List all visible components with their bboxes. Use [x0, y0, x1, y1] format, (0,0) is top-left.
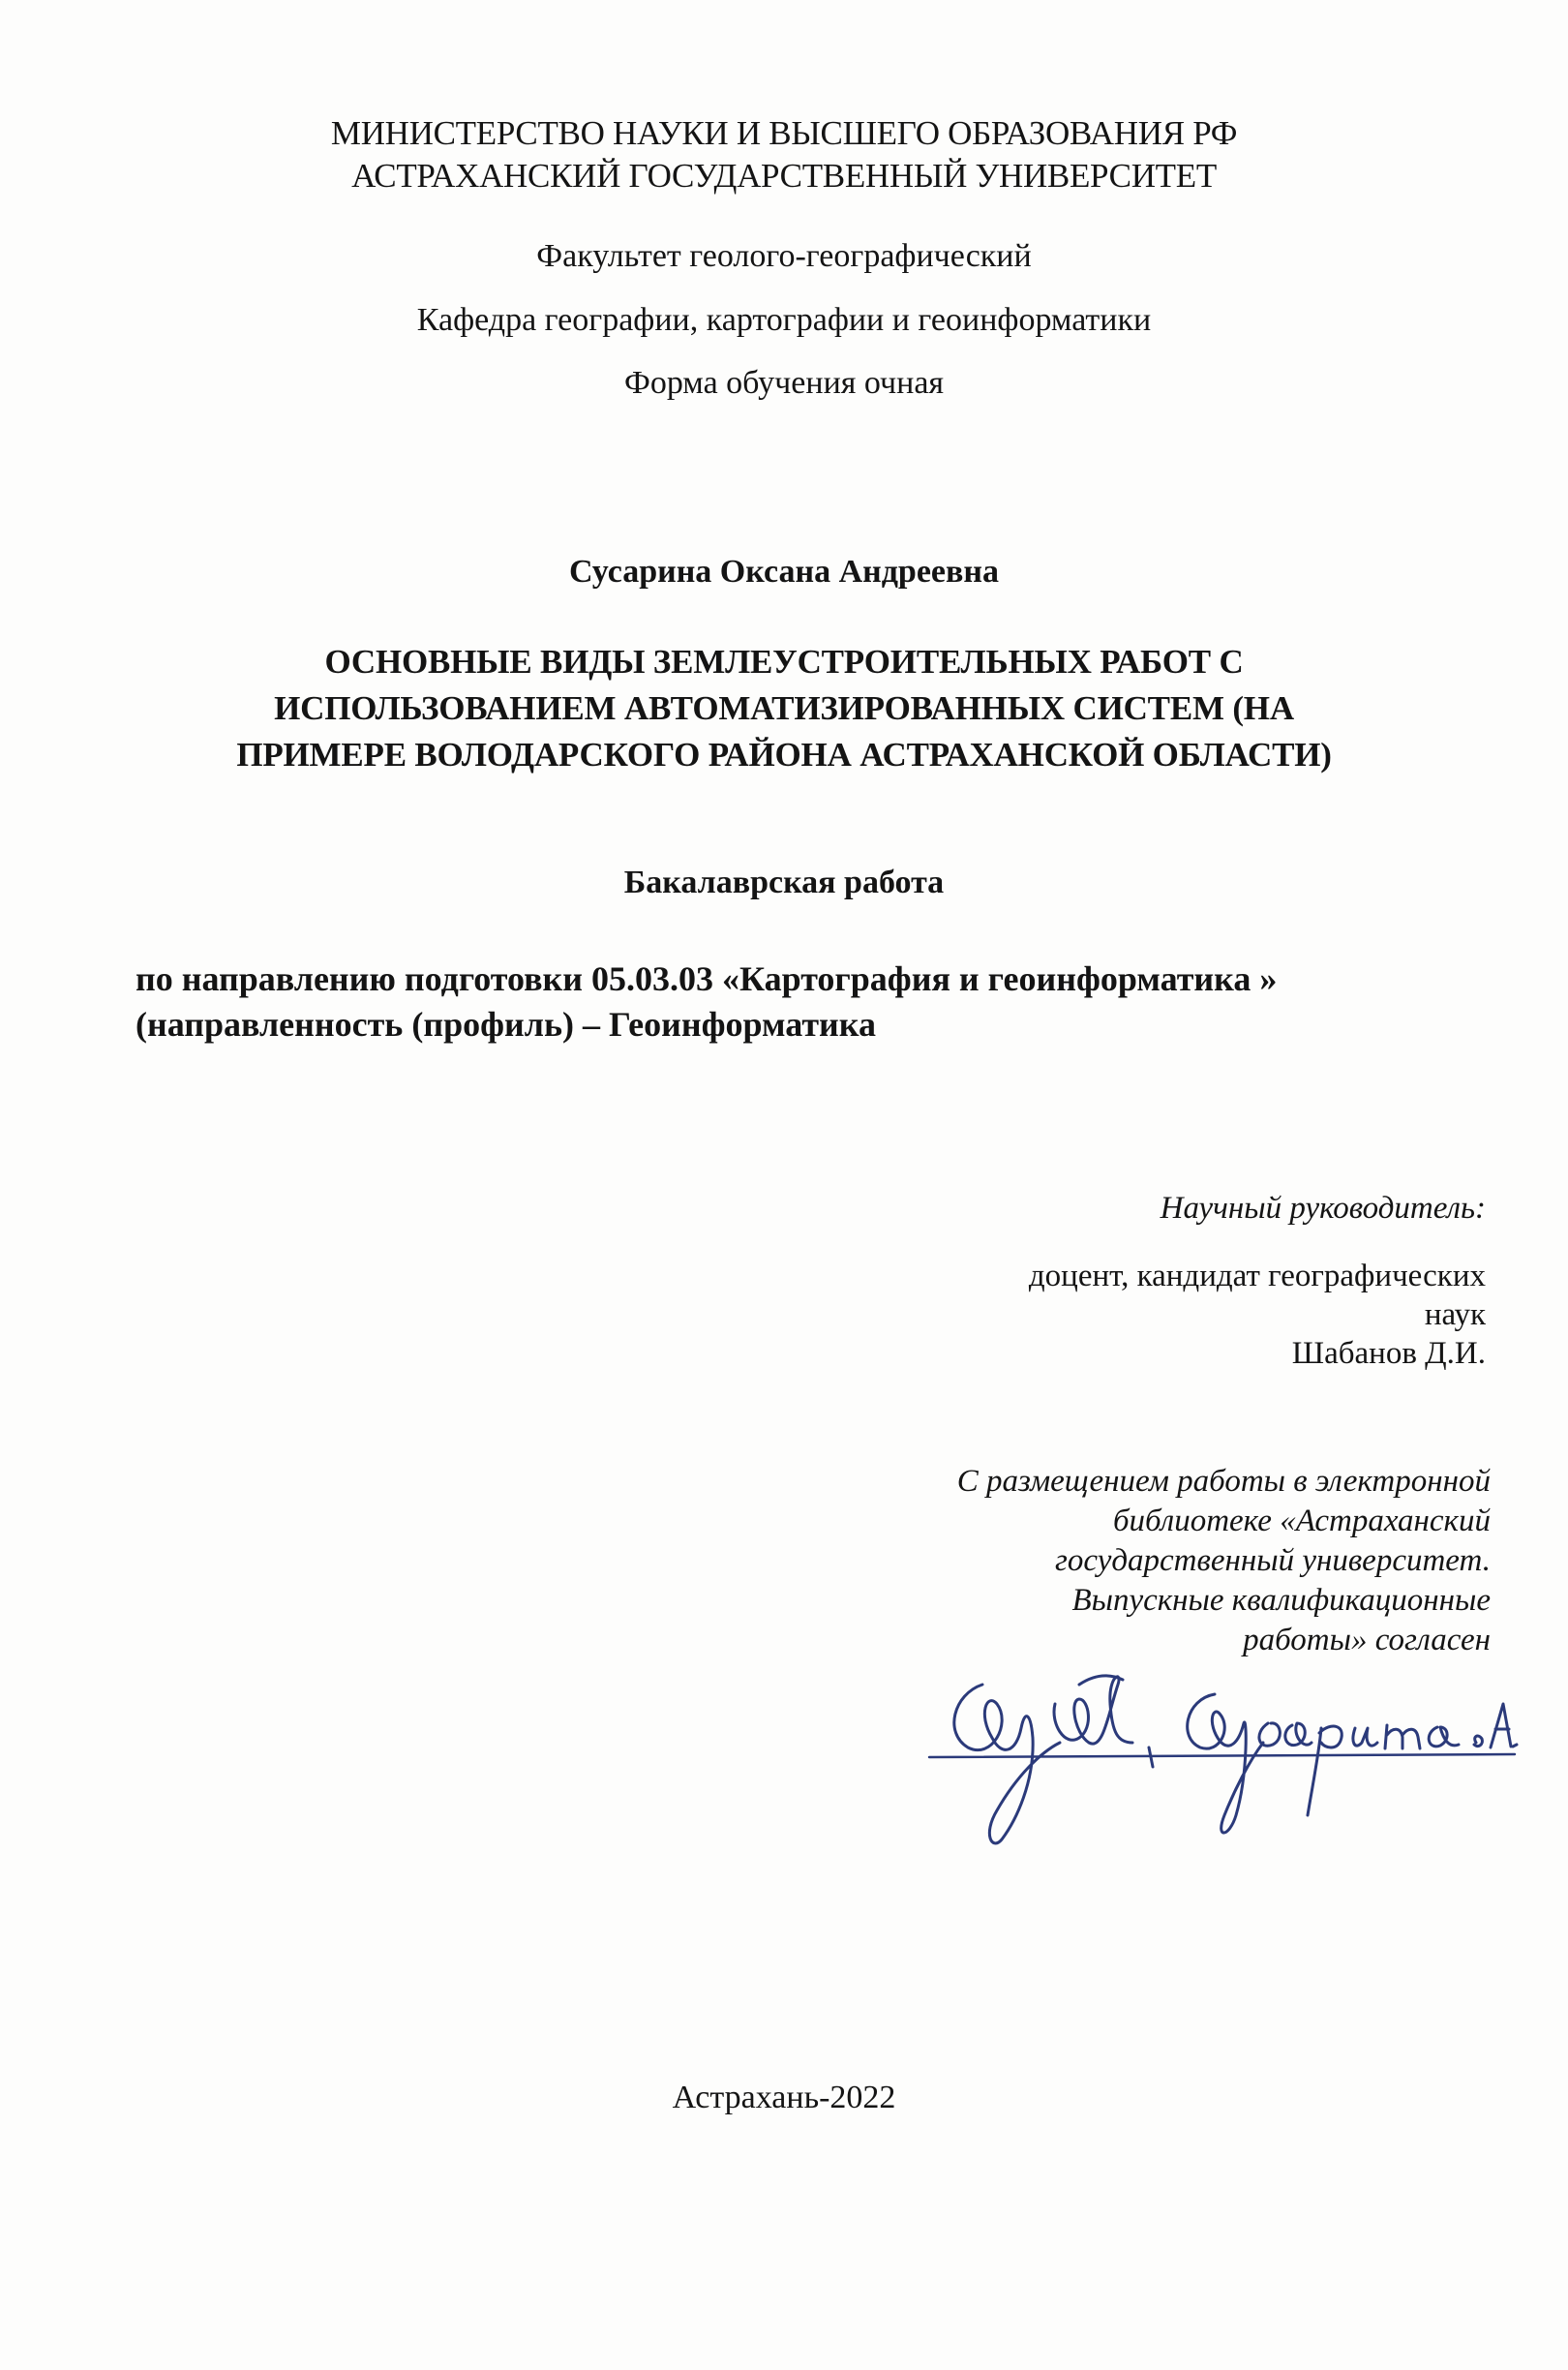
study-form-line: Форма обучения очная [623, 365, 945, 401]
consent-line-4: Выпускные квалификационные [1071, 1583, 1491, 1618]
university-heading: АСТРАХАНСКИЙ ГОСУДАРСТВЕННЫЙ УНИВЕРСИТЕТ [351, 157, 1217, 195]
author-name: Сусарина Оксана Андреевна [569, 554, 999, 590]
consent-line-5: работы» согласен [1243, 1623, 1491, 1657]
supervisor-label: Научный руководитель: [1160, 1191, 1486, 1226]
supervisor-title-line-2: наук [1424, 1297, 1486, 1332]
supervisor-name: Шабанов Д.И. [1291, 1336, 1486, 1371]
thesis-title-line-1: ОСНОВНЫЕ ВИДЫ ЗЕМЛЕУСТРОИТЕЛЬНЫХ РАБОТ С [324, 643, 1244, 681]
consent-line-1: С размещением работы в электронной [956, 1464, 1491, 1499]
direction-line-2: (направленность (профиль) – Геоинформатика [136, 1005, 876, 1044]
work-type: Бакалаврская работа [623, 865, 945, 900]
handwritten-signature [924, 1646, 1524, 1869]
thesis-title-line-3: ПРИМЕРЕ ВОЛОДАРСКОГО РАЙОНА АСТРАХАНСКОЙ ОБЛАСТИ) [236, 736, 1332, 774]
city-year: Астрахань-2022 [672, 2080, 896, 2115]
consent-line-3: государственный университет. [1055, 1543, 1491, 1578]
direction-line-1: по направлению подготовки 05.03.03 «Картография и геоинформатика » [136, 959, 1278, 998]
faculty-line: Факультет геолого-географический [536, 238, 1032, 274]
ministry-heading: МИНИСТЕРСТВО НАУКИ И ВЫСШЕГО ОБРАЗОВАНИЯ РФ [330, 114, 1238, 152]
department-line: Кафедра географии, картографии и геоинформатики [416, 302, 1152, 338]
thesis-title-line-2: ИСПОЛЬЗОВАНИЕМ АВТОМАТИЗИРОВАННЫХ СИСТЕМ (НА [274, 689, 1294, 727]
consent-line-2: библиотеке «Астраханский [1112, 1504, 1491, 1538]
supervisor-title-line-1: доцент, кандидат географических [1028, 1259, 1486, 1293]
